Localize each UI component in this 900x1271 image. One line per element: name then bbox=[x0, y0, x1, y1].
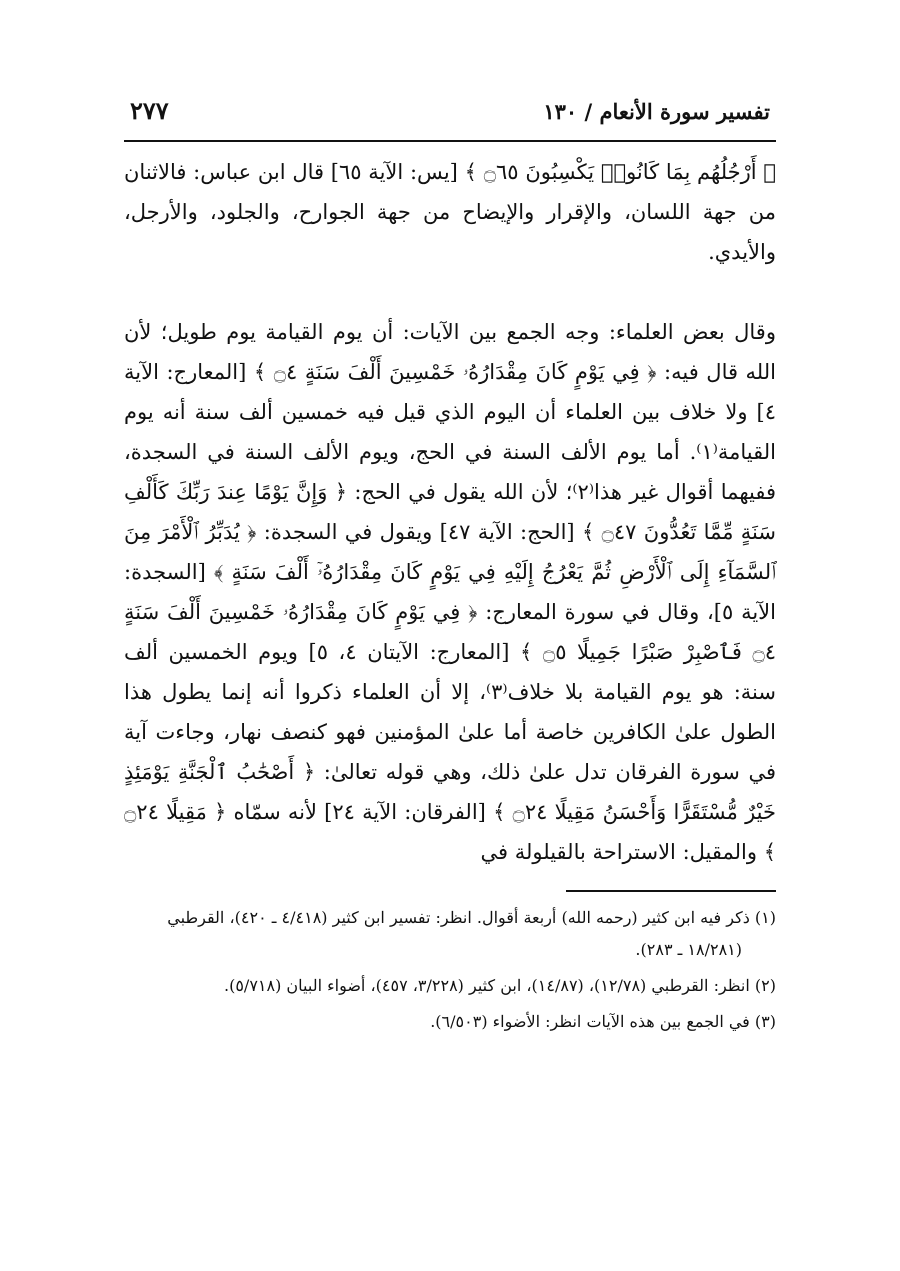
main-text bbox=[124, 152, 776, 872]
book-page bbox=[124, 96, 776, 1042]
paragraph: ﴿ أَرْجُلُهُم بِمَا كَانُوا۟ يَكْسِبُونَ ۝٦٥ ﴾ [يس: الآية ٦٥] قال ابن عباس: فالاثنان من جهة اللسان، والإقرار والإيضاح من جهة الجوارح، والجلود، والأرجل، والأيدي. bbox=[124, 160, 776, 264]
running-title: تفسير سورة الأنعام / ١٣٠ bbox=[543, 99, 770, 124]
footnotes bbox=[124, 902, 776, 1038]
paragraph-gap bbox=[124, 272, 776, 312]
footnote-2: (٢) انظر: القرطبي (١٢/٧٨)، (١٤/٨٧)، ابن كثير (٣/٢٢٨، ٤٥٧)، أضواء البيان (٥/٧١٨). bbox=[224, 976, 776, 995]
page-header bbox=[124, 96, 776, 142]
footnote-divider bbox=[566, 890, 776, 892]
page-number: ٢٧٧ bbox=[130, 96, 169, 125]
footnote-1: (١) ذكر فيه ابن كثير (رحمه الله) أربعة أقوال. انظر: تفسير ابن كثير (٤/٤١٨ ـ ٤٢٠)، القرطبي (١٨/٢٨١ ـ ٢٨٣). bbox=[167, 908, 776, 959]
footnote-3: (٣) في الجمع بين هذه الآيات انظر: الأضواء (٦/٥٠٣). bbox=[430, 1012, 776, 1031]
paragraph: وقال بعض العلماء: وجه الجمع بين الآيات: أن يوم القيامة يوم طويل؛ لأن الله قال فيه: ﴿ فِي يَوْمٍ كَانَ مِقْدَارُهُۥ خَمْسِينَ أَلْفَ سَنَةٍ ۝٤ ﴾ [المعارج: الآية ٤] ولا خلاف بين العلماء أن اليوم الذي قيل فيه خمسين ألف سنة أنه يوم القيامة⁽١⁾. أما يوم الألف السنة في الحج، ويوم الألف السنة في السجدة، ففيهما أقوال غير هذا⁽٢⁾؛ لأن الله يقول في الحج: ﴿ وَإِنَّ يَوْمًا عِندَ رَبِّكَ كَأَلْفِ سَنَةٍ مِّمَّا تَعُدُّونَ ۝٤٧ ﴾ [الحج: الآية ٤٧] ويقول في السجدة: ﴿ يُدَبِّرُ ٱلْأَمْرَ مِنَ ٱلسَّمَآءِ إِلَى ٱلْأَرْضِ ثُمَّ يَعْرُجُ إِلَيْهِ فِي يَوْمٍ كَانَ مِقْدَارُهُۥٓ أَلْفَ سَنَةٍ ﴾ [السجدة: الآية ٥]، وقال في سورة المعارج: ﴿ فِي يَوْمٍ كَانَ مِقْدَارُهُۥ خَمْسِينَ أَلْفَ سَنَةٍ ۝٤ فَٱصْبِرْ صَبْرًا جَمِيلًا ۝٥ ﴾ [المعارج: الآيتان ٤، ٥] ويوم الخمسين ألف سنة: هو يوم القيامة بلا خلاف⁽٣⁾، إلا أن العلماء ذكروا أنه إنما يطول هذا الطول علىٰ الكافرين خاصة أما علىٰ المؤمنين فهو كنصف نهار، وجاءت آية في سورة الفرقان تدل علىٰ ذلك، وهي قوله تعالىٰ: ﴿ أَصْحَٰبُ ٱلْجَنَّةِ يَوْمَئِذٍ خَيْرٌ مُّسْتَقَرًّا وَأَحْسَنُ مَقِيلًا ۝٢٤ ﴾ [الفرقان: الآية ٢٤] لأنه سمّاه ﴿ مَقِيلًا ۝٢٤ ﴾ والمقيل: الاستراحة بالقيلولة في bbox=[124, 320, 777, 864]
